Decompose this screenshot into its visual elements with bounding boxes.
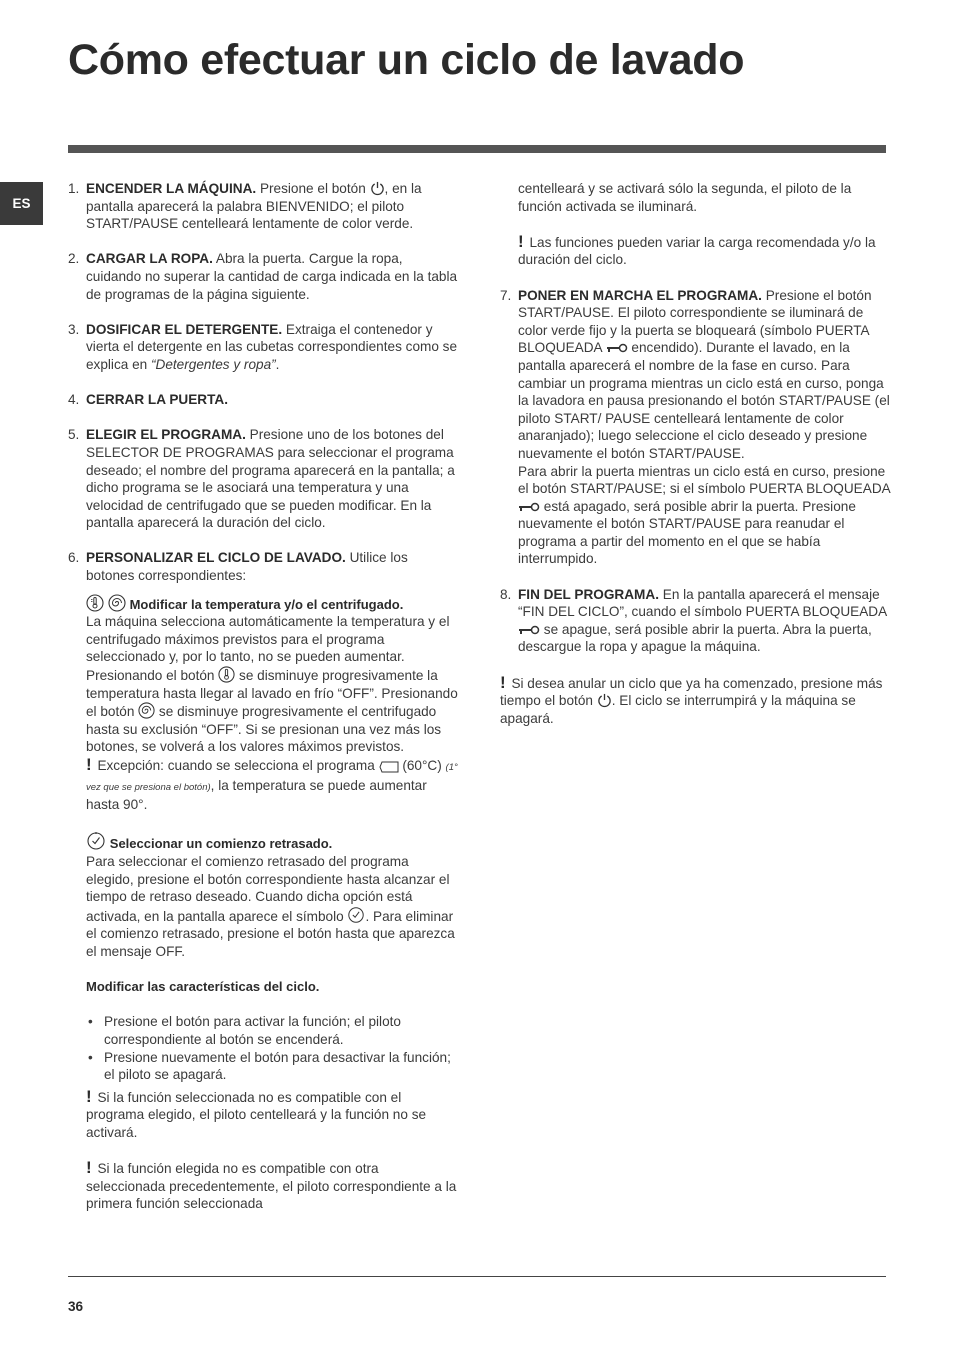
list-item: • Presione nuevamente el botón para desactivar la función; el piloto se apagará. [86, 1049, 458, 1084]
right-column [500, 180, 890, 727]
language-label: ES [12, 195, 31, 211]
feature-bullet-list [86, 1013, 458, 1083]
step-number: 5. [68, 427, 80, 443]
delay-timer-icon [86, 831, 106, 851]
key-lock-icon [518, 502, 540, 512]
delay-timer-icon [347, 906, 365, 924]
delay-heading: Seleccionar un comienzo retrasado. [109, 836, 333, 852]
page-number: 36 [68, 1299, 84, 1314]
power-icon [597, 693, 612, 708]
step-8: 8. FIN DEL PROGRAMA. En la pantalla aparecerá el mensaje “FIN DEL CICLO”, cuando el símbolo PUERTA BLOQUEADA se apague, será posible abrir la puerta. Abra la puerta, descargue la ropa y apague la máquina. [500, 586, 887, 655]
exception-note: ! Excepción: cuando se selecciona el programa (60°C) (1° vez que se presiona el botón), la temperatura se puede aumentar hasta 90°. [86, 755, 458, 813]
step-5: 5. ELEGIR EL PROGRAMA. Presione uno de los botones del SELECTOR DE PROGRAMAS para seleccionar el programa deseado; el nombre del programa aparecerá en la pantalla; a dicho programa se le asociará una temperatura y una velocidad de centrifugado que se pueden modificar. En la pantalla aparecerá la duración del ciclo. [68, 427, 455, 531]
thermometer-icon [86, 594, 104, 612]
compatibility-note-2: ! Si la función elegida no es compatible con otra seleccionada precedentemente, el piloto correspondiente a la primera función seleccionada [86, 1158, 457, 1212]
warning-mark: ! [500, 672, 506, 692]
footer-divider [68, 1276, 886, 1277]
step-number: 1. [68, 181, 80, 196]
step-1: 1. ENCENDER LA MÁQUINA. Presione el botón , en la pantalla aparecerá la palabra BIENVENIDO; el piloto START/PAUSE centelleará lentamente de color verde. [68, 181, 422, 232]
step-7: 7. PONER EN MARCHA EL PROGRAMA. Presione el botón START/PAUSE. El piloto correspondiente se iluminará de color verde fijo y la puerta se bloqueará (símbolo PUERTA BLOQUEADA encendido). Durante el lavado, en la pantalla aparecerá el nombre de la fase en curso. Para cambiar un programa mientras un ciclo está en curso, ponga la lavadora en pausa presionando el botón START/PAUSE (el piloto START/ PAUSE centelleará lentamente de color anaranjado); luego seleccione el ciclo deseado y presione nuevamente el botón START/PAUSE. Para abrir la puerta mientras un ciclo está en curso, presione el botón START/PAUSE; si el símbolo PUERTA BLOQUEADA está apagado, será posible abrir la puerta. Presione nuevamente el botón START/PAUSE para reanudar el programa a partir del momento en el que se había interrumpido. [500, 287, 890, 567]
step-heading: ENCENDER LA MÁQUINA. [86, 181, 257, 196]
continued-text: centelleará y se activará sólo la segunda, el piloto de la función activada se iluminará. [518, 181, 852, 214]
modify-features-heading: Modificar las características del ciclo. [86, 979, 320, 995]
program-rectangle-icon [379, 761, 399, 773]
compatibility-note-1: ! Si la función seleccionada no es compatible con el programa elegido, el piloto centelleará y la función no se activará. [86, 1086, 427, 1140]
delay-section: Seleccionar un comienzo retrasado. Para seleccionar el comienzo retrasado del programa elegido, presione el botón correspondiente hasta alcanzar el tiempo de retraso deseado. Cuando dicha opción está activada, en la pantalla aparece el símbolo . Para eliminar el comienzo retrasado, presione el botón hasta que aparezca el mensaje OFF. [86, 831, 458, 960]
title-divider [68, 145, 886, 153]
left-column [68, 180, 458, 1213]
step-4 [68, 391, 458, 409]
exception-small-note: (1° vez que se presiona el botón) [86, 762, 458, 793]
key-lock-icon [518, 625, 540, 635]
warning-mark: ! [86, 755, 92, 774]
step-number: 3. [68, 321, 80, 337]
reference-link-text: “Detergentes y ropa” [151, 356, 276, 372]
step-number: 6. [68, 550, 80, 566]
step-number: 2. [68, 251, 80, 267]
step-number: 7. [500, 287, 512, 303]
step-heading: CARGAR LA ROPA. [86, 251, 213, 267]
step-number: 4. [68, 392, 80, 408]
cancel-cycle-note: ! Si desea anular un ciclo que ya ha comenzado, presione más tiempo el botón . El ciclo se interrumpirá y la máquina se apagará. [500, 672, 883, 726]
spin-icon [138, 702, 155, 719]
step-heading: CERRAR LA PUERTA. [86, 392, 228, 408]
warning-mark: ! [86, 1158, 92, 1178]
temperature-spin-heading: Modificar la temperatura y/o el centrifugado. [129, 596, 404, 612]
spin-icon [108, 594, 126, 612]
step-heading: PERSONALIZAR EL CICLO DE LAVADO. [86, 550, 346, 566]
temperature-spin-section: Modificar la temperatura y/o el centrifugado. La máquina selecciona automáticamente la temperatura y el centrifugado máximos previstos para el programa seleccionado y, por lo tanto, no se pueden aumentar. Presionando el botón se disminuye progresivamente la temperatura hasta llegar al lavado en frío “OFF”. Presionando el botón se disminuye progresivamente el centrifugado hasta su exclusión “OFF”. Si se presionan una vez más los botones, se volverá a los valores máximos previstos. [86, 594, 458, 756]
thermometer-icon [218, 666, 235, 683]
step-number: 8. [500, 586, 512, 602]
step-heading: DOSIFICAR EL DETERGENTE. [86, 321, 283, 337]
step-6: 6. PERSONALIZAR EL CICLO DE LAVADO. Utilice los botones correspondientes: Modificar la temperatura y/o el centrifugado. La máquina selecciona automáticamente la temperatura y el centrifugado máximos previstos para el programa seleccionado y, por lo tanto, no se pueden aumentar. Presionando el botón se disminuye progresivamente la temperatura hasta llegar al lavado en frío “OFF”. Presionando el botón se disminuye progresivamente el centrifugado hasta su exclusión “OFF”. Si se presionan una vez más los botones, se volverá a los valores máximos previstos. ! Excepción: cuando se selecciona el programa (60°C) (1° vez que se presiona el botón), la temperatura se puede aumentar hasta 90°. Seleccionar un comienzo retrasado. Para seleccionar el comienzo retrasado del programa elegido, presione el botón correspondiente hasta alcanzar el tiempo de retraso deseado. Cuando dicha opción está activada, en la pantalla aparece el símbolo . Para eliminar el comienzo retrasado, presione el botón hasta que aparezca el mensaje OFF. Modificar las características del ciclo. • Presione el botón para activar la función; el piloto correspondiente al botón se encenderá. • Presione nuevamente el botón para desactivar la función; el piloto se apagará. ! Si la función seleccionada no es compatible con el programa elegido, el piloto centelleará y la función no se activará. ! Si la función elegida no es compatible con otra seleccionada precedentemente, el piloto correspondiente a la primera función seleccionada [68, 549, 458, 1212]
step-3: 3. DOSIFICAR EL DETERGENTE. Extraiga el contenedor y vierta el detergente en las cubetas correspondientes como se explica en “Detergentes y ropa”. [68, 321, 458, 372]
warning-mark: ! [86, 1086, 92, 1106]
step-heading: ELEGIR EL PROGRAMA. [86, 427, 246, 443]
step-heading: PONER EN MARCHA EL PROGRAMA. [518, 287, 762, 303]
step-heading: FIN DEL PROGRAMA. [518, 586, 659, 602]
key-lock-icon [606, 343, 628, 353]
language-tab [0, 182, 43, 225]
modify-features-section [86, 978, 458, 1084]
step-2: 2. CARGAR LA ROPA. Abra la puerta. Cargue la ropa, cuidando no superar la cantidad de carga indicada en la tabla de programas de la página siguiente. [68, 251, 458, 302]
list-item: • Presione el botón para activar la función; el piloto correspondiente al botón se encenderá. [86, 1013, 458, 1048]
warning-mark: ! [518, 231, 524, 251]
page-title: Cómo efectuar un ciclo de lavado [68, 36, 745, 84]
function-note: ! Las funciones pueden variar la carga recomendada y/o la duración del ciclo. [518, 231, 876, 268]
power-icon [370, 181, 385, 196]
